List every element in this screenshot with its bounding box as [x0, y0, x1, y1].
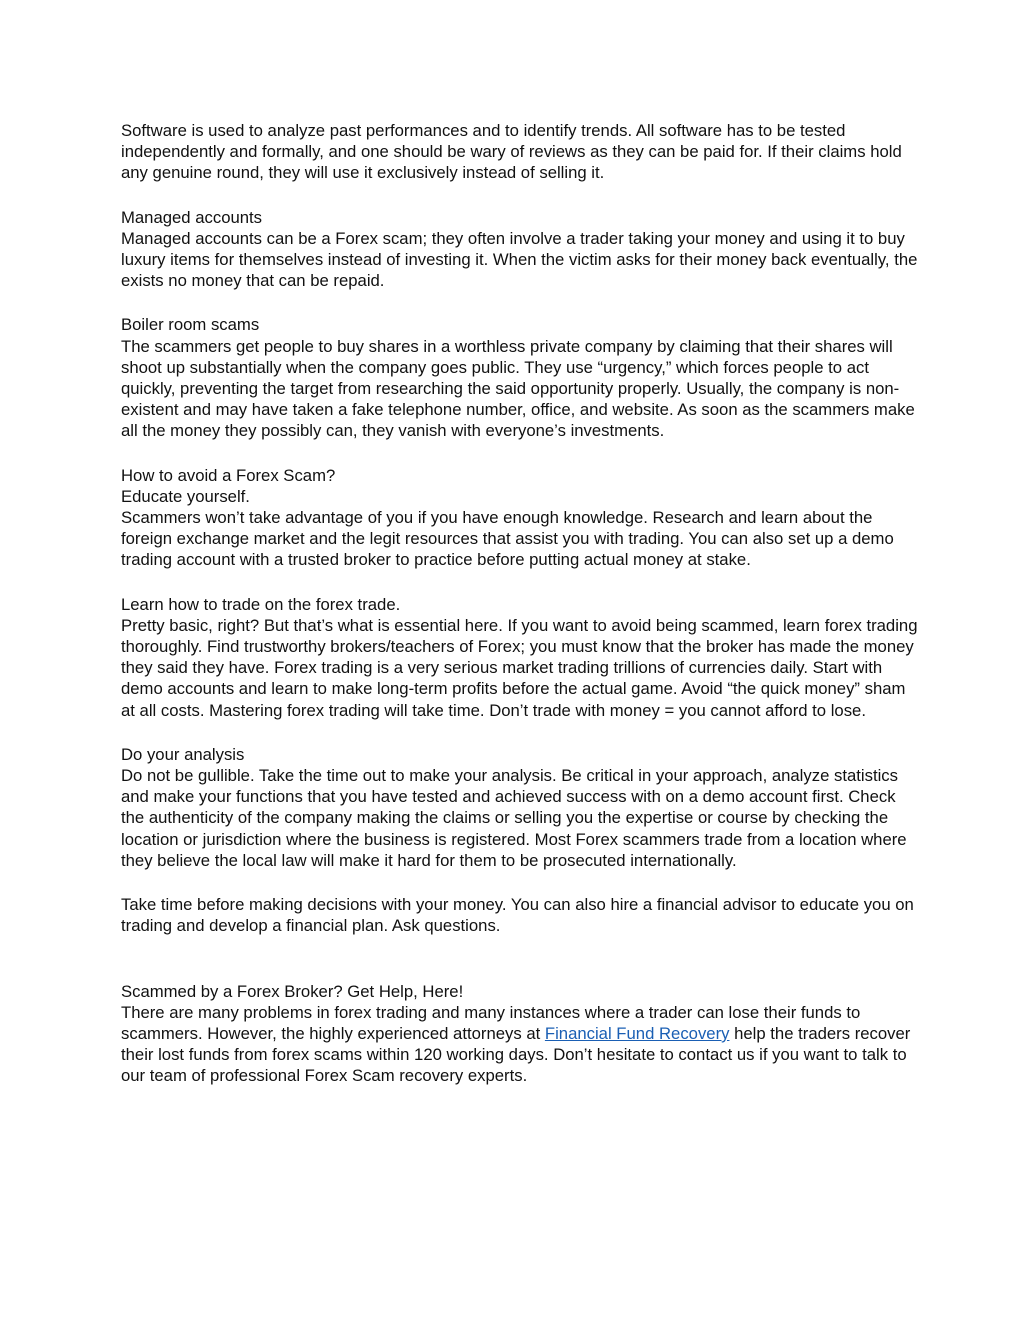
intro-paragraph: Software is used to analyze past performances and to identify trends. All software has to be tested independently and formally, and one should be wary of reviews as they can be paid for. If their claims hold any genuine round, they will use it exclusively instead of selling it.	[121, 121, 902, 183]
analysis-heading: Do your analysis	[121, 744, 245, 764]
paragraph-spacer	[121, 442, 921, 465]
paragraph-spacer	[121, 571, 921, 594]
paragraph-spacer	[121, 871, 921, 894]
avoid-scam-heading: How to avoid a Forex Scam?	[121, 465, 336, 485]
paragraph-spacer	[121, 721, 921, 744]
learn-trade-heading: Learn how to trade on the forex trade.	[121, 594, 401, 614]
take-time-paragraph: Take time before making decisions with your money. You can also hire a financial advisor to educate you on trading and develop a financial plan. Ask questions.	[121, 895, 914, 936]
analysis-paragraph: Do not be gullible. Take the time out to make your analysis. Be critical in your approach, analyze statistics and make your functions that you have tested and achieved success with on a demo account first. Check the authenticity of the company making the claims or selling you the expertise or course by checking the location or jurisdiction where the business is registered. Most Forex scammers trade from a location where they believe the local law will make it hard for them to be prosecuted internationally.	[121, 766, 907, 870]
boiler-room-heading: Boiler room scams	[121, 315, 260, 335]
educate-yourself-paragraph: Scammers won’t take advantage of you if you have enough knowledge. Research and learn about the foreign exchange market and the legit resources that assist you with trading. You can also set up a demo trading account with a trusted broker to practice before putting actual money at stake.	[121, 508, 894, 570]
get-help-text-before-link: There are many problems in forex trading and many instances where a trader can lose their funds to scammers. However, the highly experienced attorneys at	[121, 1002, 861, 1043]
financial-fund-recovery-link[interactable]: Financial Fund Recovery	[544, 1023, 730, 1043]
get-help-paragraph	[121, 1002, 921, 1087]
learn-trade-paragraph: Pretty basic, right? But that’s what is essential here. If you want to avoid being scammed, learn forex trading thoroughly. Find trustworthy brokers/teachers of Forex; you must know that the broker has made the money they said they have. Forex trading is a very serious market trading trillions of currencies daily. Start with demo accounts and learn to make long-term profits before the actual game. Avoid “the quick money” sham at all costs. Mastering forex trading will take time. Don’t trade with money = you cannot afford to lose.	[121, 615, 918, 720]
boiler-room-paragraph: The scammers get people to buy shares in a worthless private company by claiming that their shares will shoot up substantially when the company goes public. They use “urgency,” which forces people to act quickly, preventing the target from researching the said opportunity properly. Usually, the company is non-existent and may have taken a fake telephone number, office, and website. As soon as the scammers make all the money they possibly can, they vanish with everyone’s investments.	[121, 336, 915, 441]
get-help-heading: Scammed by a Forex Broker? Get Help, Here!	[121, 981, 464, 1001]
paragraph-spacer	[121, 937, 921, 981]
get-help-text-after-link: help the traders recover their lost funds from forex scams within 120 working days. Don’t hesitate to contact us if you want to talk to our team of professional Forex Scam recovery experts.	[121, 1023, 911, 1086]
educate-yourself-subheading: Educate yourself.	[121, 486, 250, 506]
managed-accounts-paragraph: Managed accounts can be a Forex scam; they often involve a trader taking your money and using it to buy luxury items for themselves instead of investing it. When the victim asks for their money back eventually, the exists no money that can be repaid.	[121, 228, 918, 291]
document-page	[121, 120, 921, 1087]
paragraph-spacer	[121, 291, 921, 314]
managed-accounts-heading: Managed accounts	[121, 207, 263, 227]
paragraph-spacer	[121, 184, 921, 207]
